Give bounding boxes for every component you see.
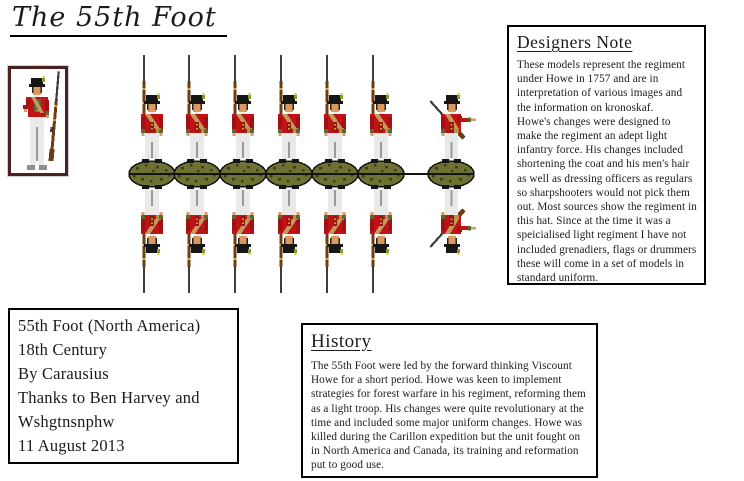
regiment-figures-canvas (118, 50, 490, 295)
text-line: Thanks to Ben Harvey and Wshgtnsnphw (18, 388, 200, 431)
designers-note-heading: Designers Note (517, 32, 633, 52)
credits-box (8, 308, 239, 464)
line-soldier-figure (174, 55, 220, 293)
officer-figure (428, 93, 476, 255)
line-soldier-figure (220, 55, 266, 293)
text-line: 11 August 2013 (18, 436, 125, 455)
history-heading: History (311, 331, 372, 352)
line-soldier-figure (266, 55, 312, 293)
designers-note-body (517, 58, 698, 285)
text-line: 18th Century (18, 340, 108, 359)
line-soldier-figure (358, 55, 404, 293)
credits-lines (18, 314, 229, 458)
soldier-portrait-frame (8, 66, 68, 176)
line-soldier-figure (129, 55, 175, 293)
page-title: The 55th Foot (10, 2, 227, 37)
history-box (301, 323, 598, 478)
text-line: These models represent the regiment under Howe in 1757 and are in interpretation of various images and the information on kronoskaf. (517, 59, 686, 114)
designers-note-box (507, 25, 706, 285)
line-soldier-figure (312, 55, 358, 293)
text-line: 55th Foot (North America) (18, 316, 201, 335)
base-connector-line (404, 173, 428, 175)
text-line: By Carausius (18, 364, 109, 383)
text-line: Howe's changes were designed to make the regiment an adept light infantry force. His changes included shortening the coat and his men's hair as well as dressing officers as regulars so sharpshooters would not pick them out. Most sources show the regiment in this hat. Since at the time it was a speicialised light regiment I have not included grenadiers, flags or drummers these will come in a set of models in standard uniform. (517, 115, 697, 285)
history-body: The 55th Foot were led by the forward thinking Viscount Howe for a short period. Howe was keen to implement strategies for forest warfare in his regiment, reforming them as a light troop. His changes were quite revolutionary at the time and included some major uniform changes. Howe was killed during the Carillon expedition but the unit fought on in North America and Canada, its training and reformation put to good use. (311, 360, 586, 472)
soldier-portrait-icon (11, 69, 65, 173)
